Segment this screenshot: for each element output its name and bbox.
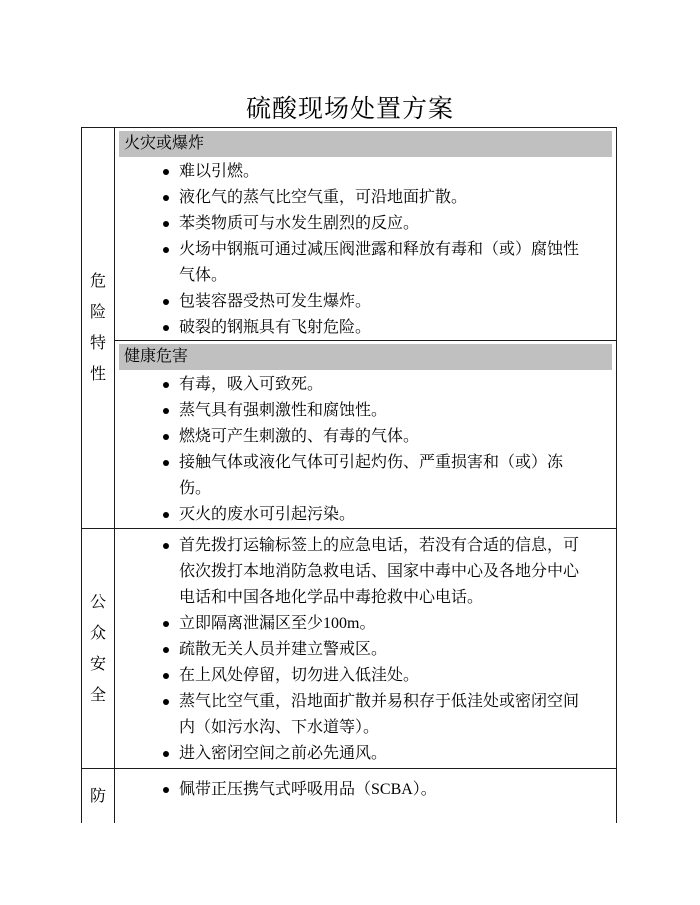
bullet-text: 燃烧可产生刺激的、有毒的气体。 [179,428,420,446]
document-title: 硫酸现场处置方案 [245,96,454,123]
bullet-list [115,769,616,803]
bullet-text: 立即隔离泄漏区至少100m。 [179,615,376,632]
bullet-list [115,529,616,767]
bullet-text: 液化气的蒸气比空气重，可沿地面扩散。 [179,189,468,206]
row-content [115,529,616,768]
bullet-text: 苯类物质可与水发生剧烈的反应。 [179,215,420,232]
content-section [115,529,616,767]
bullet-item [115,159,581,185]
row-label-char: 险 [89,304,106,321]
bullet-icon [163,673,169,679]
bullet-item [115,185,581,211]
bullet-icon [163,247,169,253]
bullet-icon [163,647,169,653]
bullet-text: 首先拨打运输标签上的应急电话，若没有合适的信息，可依次拨打本地消防急救电话、国家中毒中心及各地分中心电话和中国各地化学品中毒抢救中心电话。 [179,537,580,606]
row-label-char: 防 [89,788,106,805]
section-header: 健康危害 [119,344,612,370]
bullet-icon [163,299,169,305]
bullet-item [115,237,581,289]
row-label-char: 安 [89,655,106,673]
bullet-item [115,398,581,424]
bullet-text: 火场中钢瓶可通过减压阀泄露和释放有毒和（或）腐蚀性气体。 [179,241,580,284]
bullet-icon [163,382,169,388]
section-header: 火灾或爆炸 [119,131,612,157]
bullet-item [115,663,581,689]
row-label-char: 公 [89,593,106,611]
row-label-char: 特 [89,335,106,352]
table-row [82,128,616,528]
bullet-icon [163,543,169,549]
bullet-icon [163,408,169,414]
row-label-char: 全 [89,686,106,704]
bullet-icon [163,787,169,793]
content-section [115,340,616,528]
bullet-text: 疏散无关人员并建立警戒区。 [179,641,388,658]
content-section [115,128,616,340]
row-content [115,769,616,823]
bullet-text: 蒸气具有强刺激性和腐蚀性。 [179,402,388,420]
bullet-item [115,372,581,398]
bullet-icon [163,460,169,466]
bullet-icon [163,751,169,757]
bullet-text: 灭火的废水可引起污染。 [179,506,356,524]
row-label [82,529,115,768]
row-label [82,769,115,823]
row-label [82,128,115,528]
bullet-item [115,741,581,767]
bullet-text: 蒸气比空气重，沿地面扩散并易积存于低洼处或密闭空间内（如污水沟、下水道等）。 [179,693,580,736]
bullet-icon [163,169,169,175]
row-label-char: 众 [89,624,106,642]
bullet-list [115,370,616,528]
bullet-item [115,424,581,450]
bullet-icon [163,221,169,227]
bullet-text: 进入密闭空间之前必先通风。 [179,745,388,762]
bullet-icon [163,621,169,627]
table-row [82,528,616,768]
bullet-item [115,315,581,340]
bullet-icon [163,325,169,331]
row-content [115,128,616,528]
bullet-icon [163,434,169,440]
bullet-item [115,289,581,315]
row-label-char: 性 [89,366,106,383]
bullet-text: 包装容器受热可发生爆炸。 [179,293,372,310]
bullet-list [115,157,616,340]
bullet-item [115,211,581,237]
bullet-item [115,450,581,502]
bullet-text: 佩带正压携气式呼吸用品（SCBA）。 [179,781,437,798]
bullet-item [115,689,581,741]
content-section [115,769,616,803]
bullet-text: 破裂的钢瓶具有飞射危险。 [179,319,372,336]
bullet-icon [163,195,169,201]
bullet-icon [163,512,169,518]
row-label-char: 危 [89,273,106,290]
bullet-icon [163,699,169,705]
bullet-item [115,502,581,528]
hazard-response-table [81,127,617,823]
bullet-item [115,533,581,611]
bullet-text: 难以引燃。 [179,163,260,180]
bullet-text: 接触气体或液化气体可引起灼伤、严重损害和（或）冻伤。 [179,454,564,498]
bullet-item [115,637,581,663]
bullet-item [115,611,581,637]
bullet-text: 在上风处停留，切勿进入低洼处。 [179,667,420,684]
table-row [82,768,616,823]
bullet-item [115,777,581,803]
bullet-text: 有毒，吸入可致死。 [179,376,324,394]
